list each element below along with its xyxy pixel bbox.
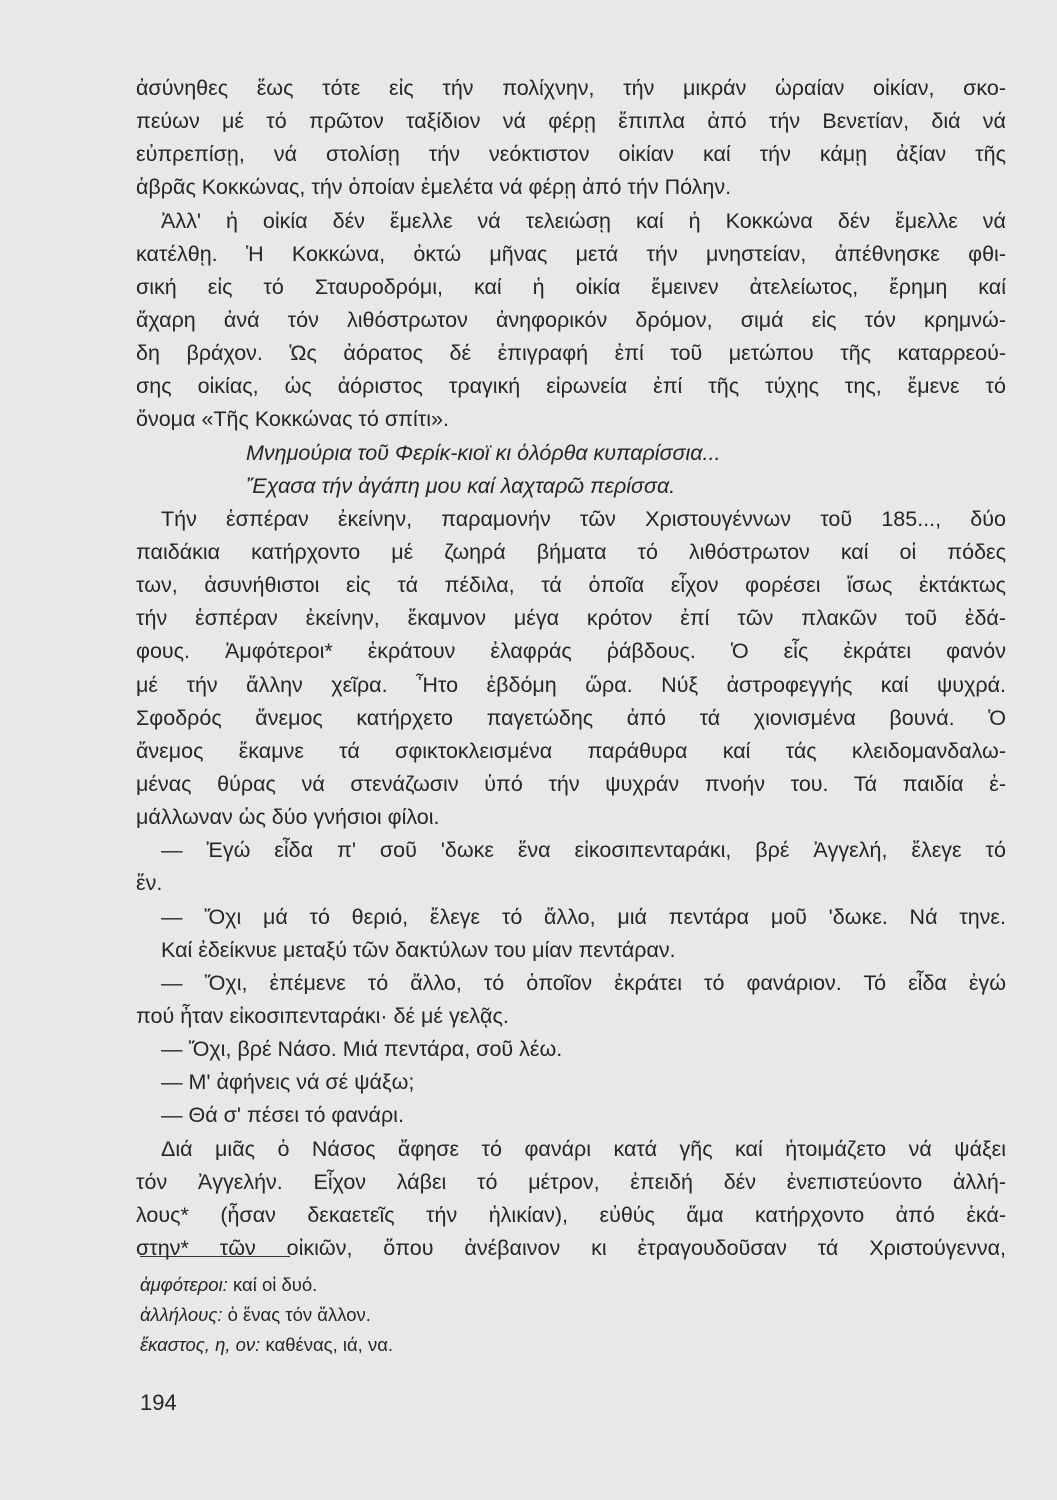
text-line: ἁβρᾶς Κοκκώνας, τήν ὁποίαν ἐμελέτα νά φέρῃ ἀπό τήν Πόλην. bbox=[136, 175, 732, 200]
footnote-gloss: καθένας, ιά, να. bbox=[260, 1334, 394, 1355]
text-line: των, ἀσυνήθιστοι εἰς τά πέδιλα, τά ὁποῖα εἶχον φορέσει ἴσως ἐκτάκτως bbox=[136, 573, 1006, 598]
text-line: — Ὄχι, βρέ Νάσο. Μιά πεντάρα, σοῦ λέω. bbox=[161, 1037, 563, 1062]
text-line: κατέλθῃ. Ἡ Κοκκώνα, ὀκτώ μῆνας μετά τήν μνηστείαν, ἀπέθνησκε φθι- bbox=[136, 241, 1006, 266]
text-line: — Ὄχι, ἐπέμενε τό ἄλλο, τό ὁποῖον ἐκράτει τό φανάριον. Τό εἶδα ἐγώ bbox=[161, 970, 1006, 995]
text-line: — Θά σ' πέσει τό φανάρι. bbox=[161, 1103, 404, 1128]
text-line: ἄχαρη ἀνά τόν λιθόστρωτον ἀνηφορικόν δρόμον, σιμά εἰς τόν κρημνώ- bbox=[136, 307, 1006, 332]
text-line: σική εἰς τό Σταυροδρόμι, καί ἡ οἰκία ἔμεινεν ἀτελείωτος, ἔρημη καί bbox=[136, 274, 1006, 299]
footnote-divider bbox=[140, 1256, 290, 1257]
text-line: — Ὄχι μά τό θεριό, ἔλεγε τό ἄλλο, μιά πεντάρα μοῦ 'δωκε. Νά τηνε. bbox=[161, 904, 1006, 929]
text-line: Τήν ἑσπέραν ἐκείνην, παραμονήν τῶν Χριστουγέννων τοῦ 185..., δύο bbox=[161, 506, 1006, 531]
text-line: — Ἐγώ εἶδα π' σοῦ 'δωκε ἕνα εἰκοσιπενταράκι, βρέ Ἀγγελή, ἔλεγε τό bbox=[161, 838, 1006, 863]
page-number: 194 bbox=[140, 1390, 177, 1415]
footnote bbox=[140, 1330, 393, 1360]
text-line: μένας θύρας νά στενάζωσιν ὑπό τήν ψυχράν πνοήν του. Τά παιδία ἐ- bbox=[136, 771, 1006, 796]
footnote-term: ἕκαστος, η, ον: bbox=[140, 1334, 261, 1355]
text-line: ἕν. bbox=[136, 871, 163, 896]
text-line: λους* (ἦσαν δεκαετεῖς τήν ἡλικίαν), εὐθύς ἅμα κατήρχοντο ἀπό ἑκά- bbox=[136, 1202, 1006, 1227]
text-line: ἄνεμος ἔκαμνε τά σφικτοκλεισμένα παράθυρα καί τάς κλειδομανδαλω- bbox=[136, 738, 1006, 763]
text-line: παιδάκια κατήρχοντο μέ ζωηρά βήματα τό λιθόστρωτον καί οἱ πόδες bbox=[136, 539, 1006, 564]
text-line: δη βράχον. Ὡς ἀόρατος δέ ἐπιγραφή ἐπί τοῦ μετώπου τῆς καταρρεού- bbox=[136, 341, 1006, 366]
text-line: ἀσύνηθες ἕως τότε εἰς τήν πολίχνην, τήν μικράν ὡραίαν οἰκίαν, σκο- bbox=[136, 76, 1006, 100]
text-line: στην* τῶν οἰκιῶν, ὅπου ἀνέβαινον κι ἐτραγουδοῦσαν τά Χριστούγεννα, bbox=[136, 1235, 1006, 1260]
footnote-gloss: ὁ ἕνας τόν ἄλλον. bbox=[222, 1304, 371, 1325]
footnote-gloss: καί οἱ δυό. bbox=[227, 1274, 318, 1295]
body-text bbox=[136, 72, 1006, 1265]
text-line: Ἀλλ' ἡ οἰκία δέν ἔμελλε νά τελειώσῃ καί ἡ Κοκκώνα δέν ἔμελλε νά bbox=[161, 208, 1006, 233]
footnote bbox=[140, 1270, 393, 1300]
text-line: Καί ἐδείκνυε μεταξύ τῶν δακτύλων του μίαν πεντάραν. bbox=[161, 937, 676, 962]
footnote-term: ἀμφότεροι: bbox=[140, 1274, 228, 1295]
text-line: Διά μιᾶς ὁ Νάσος ἄφησε τό φανάρι κατά γῆς καί ἡτοιμάζετο νά ψάξει bbox=[161, 1136, 1006, 1161]
text-line: πού ἦταν εἰκοσιπενταράκι· δέ μέ γελᾷς. bbox=[136, 1003, 509, 1028]
text-line: — Μ' ἀφήνεις νά σέ ψάξω; bbox=[161, 1070, 415, 1095]
footnote-term: ἀλλήλους: bbox=[140, 1304, 223, 1325]
verse-line: Ἔχασα τήν ἀγάπη μου καί λαχταρῶ περίσσα. bbox=[246, 473, 676, 498]
verse-line: Μνημούρια τοῦ Φερίκ-κιοϊ κι ὁλόρθα κυπαρίσσια... bbox=[246, 440, 721, 465]
text-line: εὐπρεπίσῃ, νά στολίσῃ τήν νεόκτιστον οἰκίαν καί τήν κάμῃ ἀξίαν τῆς bbox=[136, 142, 1006, 167]
text-line: πεύων μέ τό πρῶτον ταξίδιον νά φέρῃ ἔπιπλα ἀπό τήν Βενετίαν, διά νά bbox=[136, 109, 1006, 134]
text-line: μάλλωναν ὡς δύο γνήσιοι φίλοι. bbox=[136, 805, 440, 830]
text-line: ὄνομα «Τῆς Κοκκώνας τό σπίτι». bbox=[136, 407, 449, 432]
text-line: σης οἰκίας, ὡς ἀόριστος τραγική εἰρωνεία ἐπί τῆς τύχης της, ἔμενε τό bbox=[136, 374, 1006, 399]
text-line: τόν Ἀγγελήν. Εἶχον λάβει τό μέτρον, ἐπειδή δέν ἐνεπιστεύοντο ἀλλή- bbox=[136, 1169, 1006, 1194]
footnotes bbox=[140, 1270, 393, 1360]
text-line: τήν ἑσπέραν ἐκείνην, ἔκαμνον μέγα κρότον ἐπί τῶν πλακῶν τοῦ ἐδά- bbox=[136, 606, 1006, 631]
footnote bbox=[140, 1300, 393, 1330]
text-line: Σφοδρός ἄνεμος κατήρχετο παγετώδης ἀπό τά χιονισμένα βουνά. Ὁ bbox=[136, 705, 1006, 730]
text-line: φους. Ἀμφότεροι* ἐκράτουν ἐλαφράς ῥάβδους. Ὁ εἷς ἐκράτει φανόν bbox=[136, 639, 1006, 664]
text-line: μέ τήν ἄλλην χεῖρα. Ἦτο ἑβδόμη ὥρα. Νύξ ἀστροφεγγής καί ψυχρά. bbox=[136, 672, 1006, 697]
